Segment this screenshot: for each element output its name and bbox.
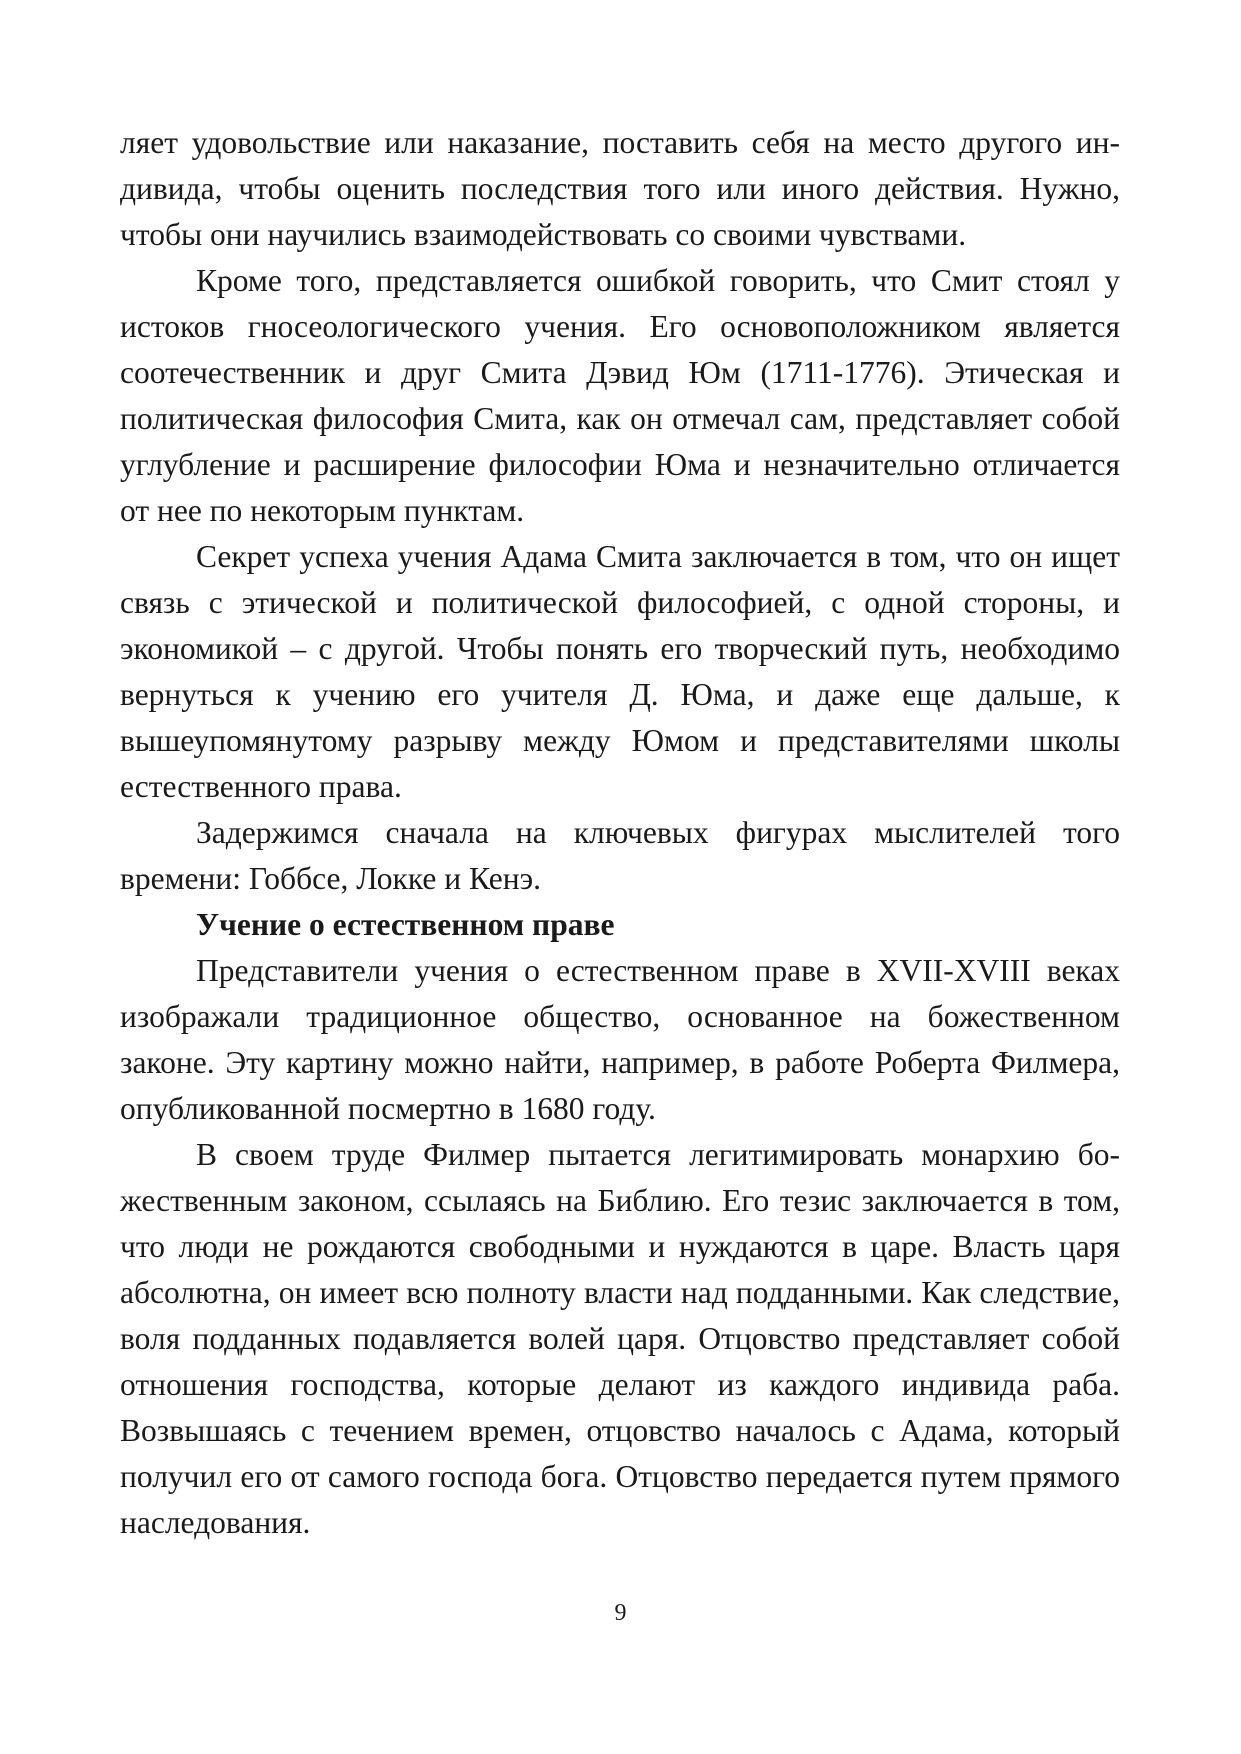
paragraph-natural-law: Представители учения о естественном праве в XVII-XVIII веках изображали традиционное общество, основанное на божественном законе. Эту картину можно найти, например, в работе Роберта Филмера, опубликованной посмертно в 1680 году. (120, 953, 1120, 1126)
paragraph-continuation: ляет удовольствие или наказание, поставить себя на место другого индивида, чтобы оценить последствия того или иного действия. Нужно, чтобы они научились взаимодействовать со своими чувствами. (120, 125, 1120, 252)
section-heading: Учение о естественном праве (196, 907, 615, 942)
page-number: 9 (614, 1600, 627, 1626)
page-body (120, 120, 1120, 1546)
paragraph-smith-hume: Кроме того, представляется ошибкой говорить, что Смит стоял у истоков гносеологического учения. Его основоположником является соотечественник и друг Смита Дэвид Юм (1711-1776). Этическая и политическая философия Смита, как он отмечал сам, представляет собой углубление и расширение философии Юма и незначительно отличается от нее по некоторым пунктам. (120, 263, 1120, 528)
paragraph-filmer: В своем труде Филмер пытается легитимировать монархию божественным законом, ссылаясь на Библию. Его тезис заключается в том, что люди не рождаются свободными и нуждаются в царе. Власть царя абсолютна, он имеет всю полноту власти над подданными. Как следствие, воля подданных подавляется волей царя. Отцовство представляет собой отношения господства, которые делают из каждого индивида раба. Возвышаясь с течением времен, отцовство началось с Адама, который получил его от самого господа бога. Отцовство передается путем прямого наследования. (120, 1137, 1120, 1540)
paragraph-success-secret: Секрет успеха учения Адама Смита заключается в том, что он ищет связь с этической и политической философией, с одной стороны, и экономикой – с другой. Чтобы понять его творческий путь, необходимо вернуться к учению его учителя Д. Юма, и даже еще дальше, к вышеупомянутому разрыву между Юмом и представителями школы естественного права. (120, 539, 1120, 804)
paragraph-key-figures: Задержимся сначала на ключевых фигурах мыслителей того времени: Гоббсе, Локке и Кенэ. (120, 815, 1120, 896)
